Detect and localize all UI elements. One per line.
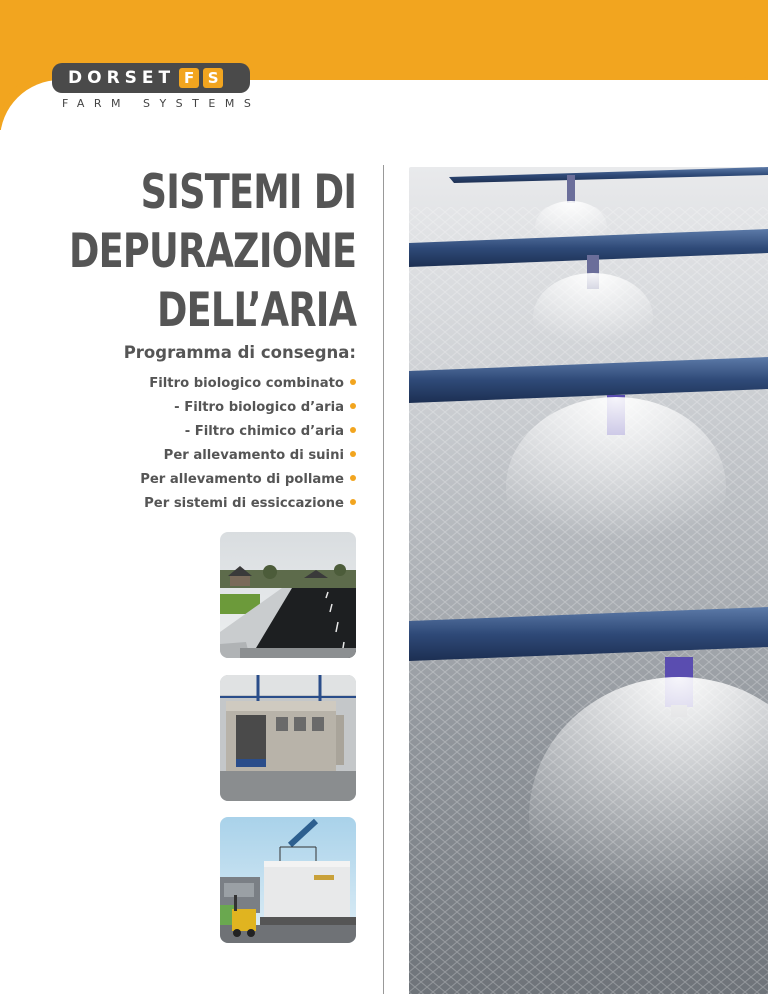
bullet-dot — [350, 499, 356, 505]
bullet-dot — [350, 451, 356, 457]
page-title — [69, 163, 356, 340]
bullet-dot — [350, 427, 356, 433]
filter-roof-photo — [220, 532, 356, 658]
brand-badge-f: F — [179, 68, 199, 88]
title-line: SISTEMI DI — [140, 165, 356, 220]
list-item: - Filtro biologico d’aria — [140, 396, 356, 420]
brand-logo[interactable] — [52, 63, 250, 93]
list-item: - Filtro chimico d’aria — [140, 420, 356, 444]
list-item: Filtro biologico combinato — [140, 372, 356, 396]
brand-badge-s: S — [203, 68, 223, 88]
list-item: Per allevamento di suini — [140, 444, 356, 468]
list-item: Per sistemi di essiccazione — [140, 492, 356, 516]
list-item: Per allevamento di pollame — [140, 468, 356, 492]
filter-unit-indoor-photo — [220, 675, 356, 801]
brand-tagline: FARM SYSTEMS — [62, 97, 261, 110]
filter-unit-crane-photo — [220, 817, 356, 943]
divider-line — [383, 165, 384, 994]
title-line: DELL’ARIA — [156, 283, 356, 338]
spray-nozzles-photo — [409, 167, 768, 994]
subtitle: Programma di consegna: — [123, 343, 356, 362]
bullet-dot — [350, 403, 356, 409]
brand-name: DORSET — [68, 68, 176, 88]
title-line: DEPURAZIONE — [68, 224, 356, 279]
product-list — [140, 372, 356, 516]
bullet-dot — [350, 379, 356, 385]
bullet-dot — [350, 475, 356, 481]
